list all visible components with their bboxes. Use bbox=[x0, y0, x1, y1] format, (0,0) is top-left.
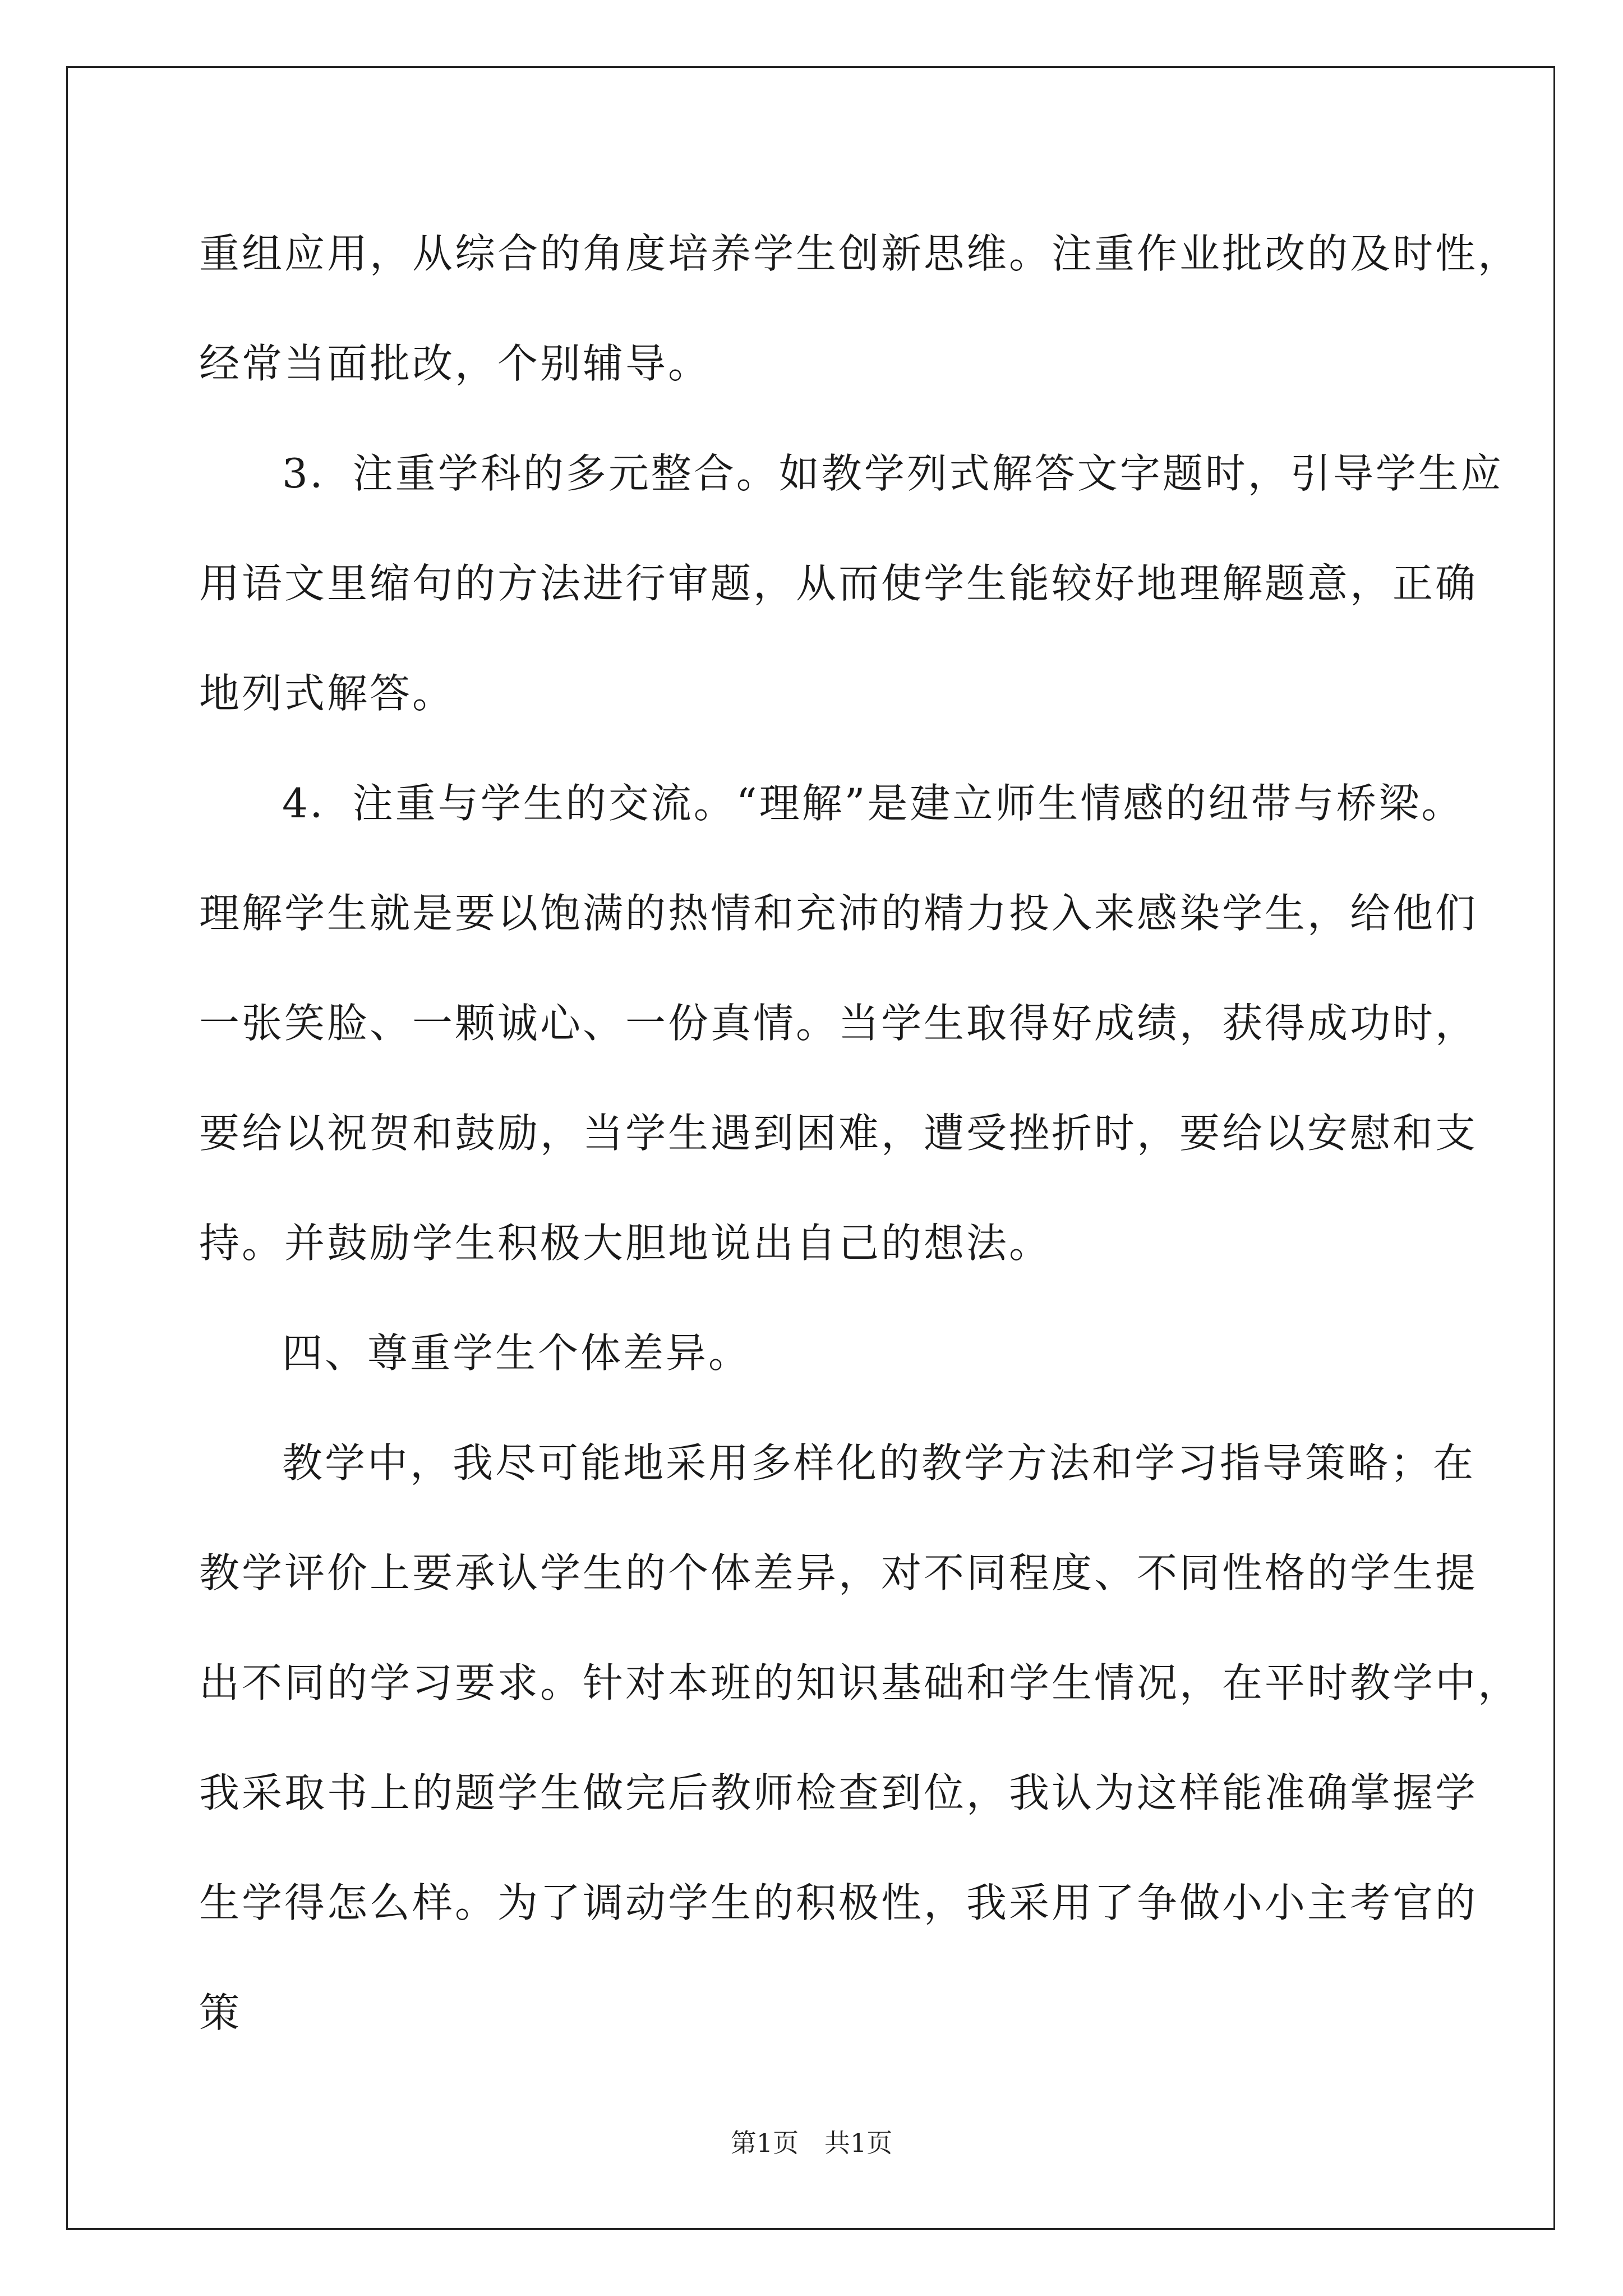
text-line: 策 bbox=[199, 1989, 242, 2036]
text-line: 我采取书上的题学生做完后教师检查到位，我认为这样能准确掌握学 bbox=[199, 1769, 1478, 1816]
paragraph-start: 3．注重学科的多元整合。如教学列式解答文字题时，引导学生应 bbox=[282, 450, 1504, 497]
text-line: 持。并鼓励学生积极大胆地说出自己的想法。 bbox=[199, 1220, 1052, 1267]
page-total: 共1页 bbox=[824, 2128, 893, 2158]
text-line: 用语文里缩句的方法进行审题，从而使学生能较好地理解题意，正确 bbox=[199, 560, 1478, 607]
text-line: 理解学生就是要以饱满的热情和充沛的精力投入来感染学生，给他们 bbox=[199, 890, 1478, 937]
text-line: 重组应用，从综合的角度培养学生创新思维。注重作业批改的及时性， bbox=[199, 230, 1521, 277]
document-body bbox=[199, 209, 1521, 2078]
text-line: 要给以祝贺和鼓励，当学生遇到困难，遭受挫折时，要给以安慰和支 bbox=[199, 1110, 1478, 1157]
paragraph-start: 教学中，我尽可能地采用多样化的教学方法和学习指导策略；在 bbox=[282, 1439, 1476, 1487]
page-footer bbox=[0, 2126, 1623, 2160]
text-line: 教学评价上要承认学生的个体差异，对不同程度、不同性格的学生提 bbox=[199, 1549, 1478, 1596]
text-line: 经常当面批改，个别辅导。 bbox=[199, 340, 711, 387]
paragraph-start: 4．注重与学生的交流。“理解”是建立师生情感的纽带与桥梁。 bbox=[282, 780, 1464, 827]
page-number: 第1页 bbox=[730, 2128, 799, 2158]
section-heading: 四、尊重学生个体差异。 bbox=[282, 1329, 751, 1377]
text-line: 一张笑脸、一颗诚心、一份真情。当学生取得好成绩，获得成功时， bbox=[199, 1000, 1478, 1047]
text-line: 出不同的学习要求。针对本班的知识基础和学生情况，在平时教学中， bbox=[199, 1659, 1521, 1706]
text-line: 生学得怎么样。为了调动学生的积极性，我采用了争做小小主考官的 bbox=[199, 1879, 1478, 1926]
text-line: 地列式解答。 bbox=[199, 670, 455, 717]
